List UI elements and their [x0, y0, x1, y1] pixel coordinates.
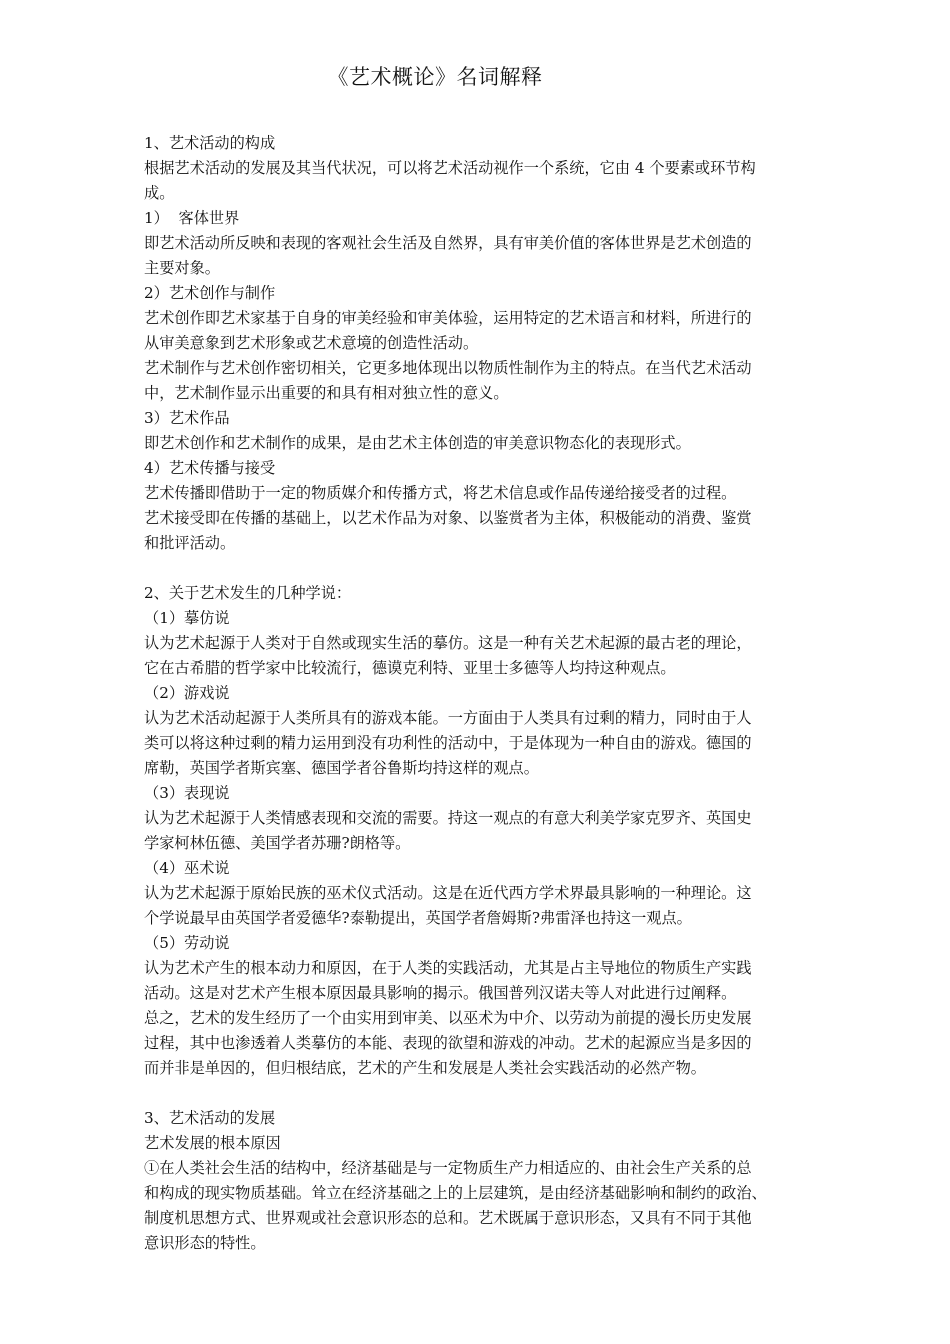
paragraph-line: 艺术传播即借助于一定的物质媒介和传播方式，将艺术信息或作品传递给接受者的过程。 — [144, 484, 737, 502]
subheading: （4）巫术说 — [144, 859, 230, 877]
paragraph-line: 根据艺术活动的发展及其当代状况，可以将艺术活动视作一个系统，它由 4 个要素或环节构 — [144, 159, 756, 177]
paragraph-line: 制度机思想方式、世界观或社会意识形态的总和。艺术既属于意识形态，又具有不同于其他 — [144, 1209, 752, 1227]
paragraph-line: ①在人类社会生活的结构中，经济基础是与一定物质生产力相适应的、由社会生产关系的总 — [144, 1159, 752, 1177]
paragraph-line: 和批评活动。 — [144, 534, 236, 552]
paragraph-line: 过程，其中也渗透着人类摹仿的本能、表现的欲望和游戏的冲动。艺术的起源应当是多因的 — [144, 1034, 752, 1052]
paragraph-line: 和构成的现实物质基础。耸立在经济基础之上的上层建筑，是由经济基础影响和制约的政治、 — [144, 1184, 767, 1202]
paragraph-line: 艺术创作即艺术家基于自身的审美经验和审美体验，运用特定的艺术语言和材料，所进行的 — [144, 309, 752, 327]
paragraph-line: 认为艺术起源于人类对于自然或现实生活的摹仿。这是一种有关艺术起源的最古老的理论， — [144, 634, 752, 652]
paragraph-line: 个学说最早由英国学者爱德华?泰勒提出，英国学者詹姆斯?弗雷泽也持这一观点。 — [144, 909, 692, 927]
subheading: 4）艺术传播与接受 — [144, 459, 276, 477]
subheading: （5）劳动说 — [144, 934, 230, 952]
paragraph-line: 主要对象。 — [144, 259, 220, 277]
paragraph-line: 认为艺术活动起源于人类所具有的游戏本能。一方面由于人类具有过剩的精力，同时由于人 — [144, 709, 752, 727]
paragraph-line: 而并非是单因的，但归根结底，艺术的产生和发展是人类社会实践活动的必然产物。 — [144, 1059, 706, 1077]
paragraph-line: 总之，艺术的发生经历了一个由实用到审美、以巫术为中介、以劳动为前提的漫长历史发展 — [144, 1009, 752, 1027]
subheading: 1） 客体世界 — [144, 209, 240, 227]
paragraph-line: 学家柯林伍德、美国学者苏珊?朗格等。 — [144, 834, 411, 852]
paragraph-line: 类可以将这种过剩的精力运用到没有功利性的活动中，于是体现为一种自由的游戏。德国的 — [144, 734, 752, 752]
paragraph-line: 从审美意象到艺术形象或艺术意境的创造性活动。 — [144, 334, 479, 352]
paragraph-line: 认为艺术产生的根本动力和原因，在于人类的实践活动，尤其是占主导地位的物质生产实践 — [144, 959, 752, 977]
section-1 — [144, 131, 812, 556]
paragraph-line: 成。 — [144, 184, 175, 202]
section-heading: 3、艺术活动的发展 — [144, 1109, 276, 1127]
paragraph-line: 即艺术活动所反映和表现的客观社会生活及自然界，具有审美价值的客体世界是艺术创造的 — [144, 234, 752, 252]
document-body — [144, 131, 812, 1256]
subheading: （1）摹仿说 — [144, 609, 230, 627]
paragraph-line: 即艺术创作和艺术制作的成果，是由艺术主体创造的审美意识物态化的表现形式。 — [144, 434, 691, 452]
section-3 — [144, 1106, 812, 1256]
section-spacer — [144, 1081, 812, 1106]
subheading: （3）表现说 — [144, 784, 230, 802]
section-2 — [144, 581, 812, 1081]
paragraph-line: 艺术接受即在传播的基础上，以艺术作品为对象、以鉴赏者为主体，积极能动的消费、鉴赏 — [144, 509, 752, 527]
paragraph-line: 认为艺术起源于人类情感表现和交流的需要。持这一观点的有意大利美学家克罗齐、英国史 — [144, 809, 752, 827]
paragraph-line: 认为艺术起源于原始民族的巫术仪式活动。这是在近代西方学术界最具影响的一种理论。这 — [144, 884, 752, 902]
document-title: 《艺术概论》名词解释 — [327, 65, 543, 89]
paragraph-line: 活动。这是对艺术产生根本原因最具影响的揭示。俄国普列汉诺夫等人对此进行过阐释。 — [144, 984, 737, 1002]
paragraph-line: 它在古希腊的哲学家中比较流行，德谟克利特、亚里士多德等人均持这种观点。 — [144, 659, 676, 677]
subheading: 2）艺术创作与制作 — [144, 284, 276, 302]
section-heading: 1、艺术活动的构成 — [144, 134, 276, 152]
subheading: 3）艺术作品 — [144, 409, 230, 427]
paragraph-line: 意识形态的特性。 — [144, 1234, 266, 1252]
section-spacer — [144, 556, 812, 581]
subheading: （2）游戏说 — [144, 684, 230, 702]
section-heading: 2、关于艺术发生的几种学说： — [144, 584, 352, 602]
paragraph-line: 艺术制作与艺术创作密切相关，它更多地体现出以物质性制作为主的特点。在当代艺术活动 — [144, 359, 752, 377]
paragraph-line: 中，艺术制作显示出重要的和具有相对独立性的意义。 — [144, 384, 509, 402]
paragraph-line: 席勒，英国学者斯宾塞、德国学者谷鲁斯均持这样的观点。 — [144, 759, 539, 777]
subheading: 艺术发展的根本原因 — [144, 1134, 281, 1152]
